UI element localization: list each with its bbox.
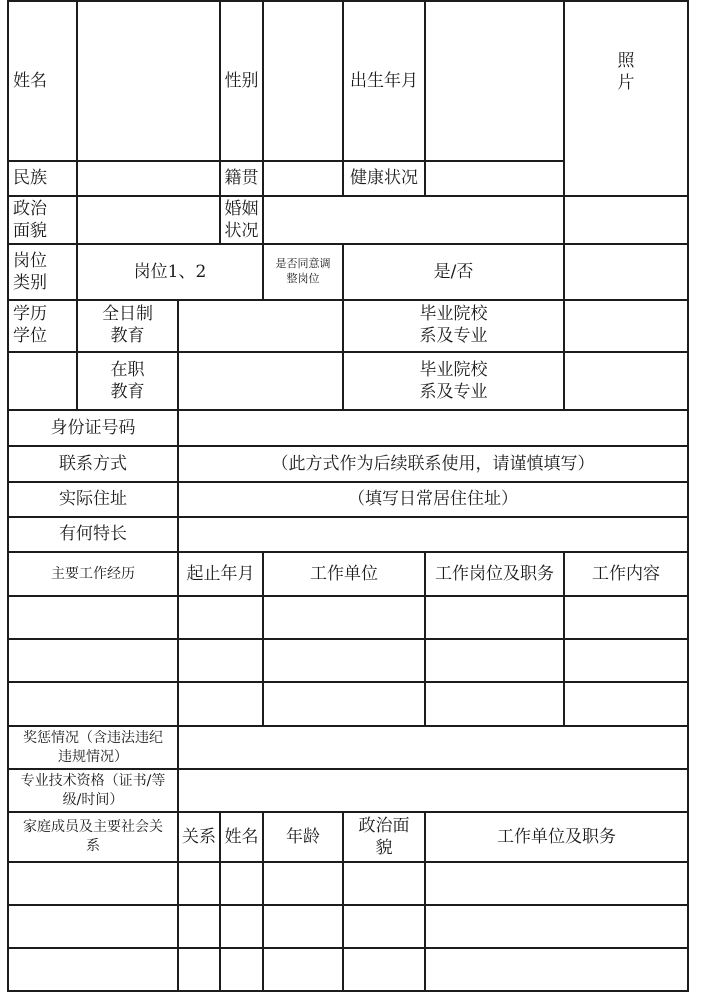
family-name-cell[interactable] bbox=[221, 863, 264, 906]
gender-label: 性别 bbox=[221, 2, 264, 162]
work-employer-cell[interactable] bbox=[264, 683, 426, 727]
native-place-label: 籍贯 bbox=[221, 162, 264, 197]
contact-field[interactable]: （此方式作为后续联系使用，请谨慎填写） bbox=[179, 447, 689, 483]
family-political-cell[interactable] bbox=[344, 906, 426, 949]
table-row bbox=[9, 640, 179, 683]
work-employer-cell[interactable] bbox=[264, 597, 426, 640]
inservice-education-label: 在职 教育 bbox=[78, 353, 179, 411]
specialty-label: 有何特长 bbox=[9, 518, 179, 553]
inservice-school-field[interactable] bbox=[565, 353, 689, 411]
qualification-label: 专业技术资格（证书/等 级/时间） bbox=[9, 770, 179, 813]
name-label: 姓名 bbox=[9, 2, 78, 162]
fulltime-school-label: 毕业院校 系及专业 bbox=[344, 301, 565, 353]
table-row bbox=[9, 949, 179, 992]
family-age-cell[interactable] bbox=[264, 863, 344, 906]
work-period-cell[interactable] bbox=[179, 683, 264, 727]
qualification-field[interactable] bbox=[179, 770, 689, 813]
health-field[interactable] bbox=[426, 162, 565, 197]
work-header-employer: 工作单位 bbox=[264, 553, 426, 597]
name-field[interactable] bbox=[78, 2, 221, 162]
ethnicity-label: 民族 bbox=[9, 162, 78, 197]
work-history-label: 主要工作经历 bbox=[9, 553, 179, 597]
family-relation-cell[interactable] bbox=[179, 949, 221, 992]
family-header-political: 政治面 貌 bbox=[344, 813, 426, 863]
marital-status-field[interactable] bbox=[264, 197, 565, 245]
agree-adjust-label: 是否同意调 整岗位 bbox=[264, 245, 344, 301]
photo-below-cell-1 bbox=[565, 197, 689, 245]
family-age-cell[interactable] bbox=[264, 949, 344, 992]
family-label: 家庭成员及主要社会关 系 bbox=[9, 813, 179, 863]
family-relation-cell[interactable] bbox=[179, 863, 221, 906]
native-place-field[interactable] bbox=[264, 162, 344, 197]
education-label-blank bbox=[9, 353, 78, 411]
contact-label: 联系方式 bbox=[9, 447, 179, 483]
work-period-cell[interactable] bbox=[179, 597, 264, 640]
work-header-content: 工作内容 bbox=[565, 553, 689, 597]
table-row bbox=[9, 863, 179, 906]
family-political-cell[interactable] bbox=[344, 863, 426, 906]
work-header-period: 起止年月 bbox=[179, 553, 264, 597]
inservice-education-field[interactable] bbox=[179, 353, 344, 411]
birth-label: 出生年月 bbox=[344, 2, 426, 162]
work-header-position: 工作岗位及职务 bbox=[426, 553, 565, 597]
family-header-age: 年龄 bbox=[264, 813, 344, 863]
family-relation-cell[interactable] bbox=[179, 906, 221, 949]
birth-field[interactable] bbox=[426, 2, 565, 162]
family-employer-cell[interactable] bbox=[426, 906, 689, 949]
table-row bbox=[9, 683, 179, 727]
id-number-label: 身份证号码 bbox=[9, 411, 179, 447]
fulltime-education-label: 全日制 教育 bbox=[78, 301, 179, 353]
work-position-cell[interactable] bbox=[426, 640, 565, 683]
inservice-school-label: 毕业院校 系及专业 bbox=[344, 353, 565, 411]
work-content-cell[interactable] bbox=[565, 597, 689, 640]
family-employer-cell[interactable] bbox=[426, 863, 689, 906]
family-name-cell[interactable] bbox=[221, 949, 264, 992]
photo-below-cell-2 bbox=[565, 245, 689, 301]
awards-label: 奖惩情况（含违法违纪 违规情况） bbox=[9, 727, 179, 770]
fulltime-school-field[interactable] bbox=[565, 301, 689, 353]
work-content-cell[interactable] bbox=[565, 683, 689, 727]
family-header-employer: 工作单位及职务 bbox=[426, 813, 689, 863]
table-row bbox=[9, 597, 179, 640]
id-number-field[interactable] bbox=[179, 411, 689, 447]
family-name-cell[interactable] bbox=[221, 906, 264, 949]
family-header-name: 姓名 bbox=[221, 813, 264, 863]
awards-field[interactable] bbox=[179, 727, 689, 770]
post-category-value[interactable]: 岗位1、2 bbox=[78, 245, 264, 301]
education-label: 学历 学位 bbox=[9, 301, 78, 353]
work-content-cell[interactable] bbox=[565, 640, 689, 683]
work-position-cell[interactable] bbox=[426, 597, 565, 640]
marital-status-label: 婚姻 状况 bbox=[221, 197, 264, 245]
address-label: 实际住址 bbox=[9, 483, 179, 518]
work-period-cell[interactable] bbox=[179, 640, 264, 683]
fulltime-education-field[interactable] bbox=[179, 301, 344, 353]
photo-label: 照 片 bbox=[617, 51, 635, 94]
political-status-label: 政治 面貌 bbox=[9, 197, 78, 245]
family-political-cell[interactable] bbox=[344, 949, 426, 992]
specialty-field[interactable] bbox=[179, 518, 689, 553]
photo-cell[interactable] bbox=[565, 2, 689, 197]
work-employer-cell[interactable] bbox=[264, 640, 426, 683]
health-label: 健康状况 bbox=[344, 162, 426, 197]
ethnicity-field[interactable] bbox=[78, 162, 221, 197]
political-status-field[interactable] bbox=[78, 197, 221, 245]
family-header-relation: 关系 bbox=[179, 813, 221, 863]
work-position-cell[interactable] bbox=[426, 683, 565, 727]
post-category-label: 岗位 类别 bbox=[9, 245, 78, 301]
family-age-cell[interactable] bbox=[264, 906, 344, 949]
address-field[interactable]: （填写日常居住住址） bbox=[179, 483, 689, 518]
agree-adjust-value[interactable]: 是/否 bbox=[344, 245, 565, 301]
family-employer-cell[interactable] bbox=[426, 949, 689, 992]
table-row bbox=[9, 906, 179, 949]
gender-field[interactable] bbox=[264, 2, 344, 162]
